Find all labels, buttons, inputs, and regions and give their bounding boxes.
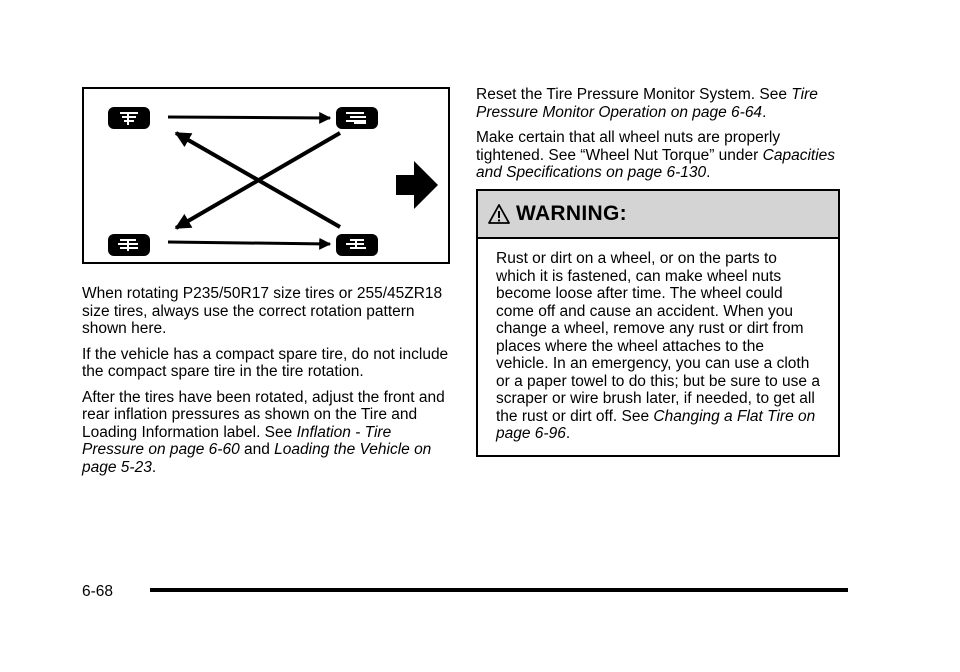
warning-body: Rust or dirt on a wheel, or on the parts to which it is fastened, can make wheel nuts become loose after time. The wheel could come off and cause an accident. When you change a wheel, remove any rust or dirt from places where the wheel attaches to the vehicle. In an emergency, you can use a cloth or a paper towel to do this; but be sure to use a scraper or wire brush later, if needed, to get all the rust or dirt off. See Changing a Flat Tire on page 6-96. xyxy=(496,250,820,442)
arrow-rear-left-to-rear-right xyxy=(168,242,330,244)
rear-left-tire-icon xyxy=(108,234,150,256)
left-column xyxy=(82,285,457,484)
link-loading-the-vehicle[interactable]: Loading the Vehicle on page 5-23 xyxy=(82,441,432,476)
warning-title: WARNING: xyxy=(516,202,627,225)
footer-rule xyxy=(150,588,848,592)
paragraph-rotation-sizes: When rotating P235/50R17 size tires or 255/45ZR18 size tires, always use the correct rotation pattern shown here. xyxy=(82,285,443,337)
rear-right-tire-icon xyxy=(336,234,378,256)
warning-triangle-icon xyxy=(488,203,510,225)
arrow-front-left-to-front-right xyxy=(168,117,330,118)
link-capacities-and-specifications[interactable]: Capacities and Specifications on page 6-130 xyxy=(476,146,836,181)
paragraph-adjust-pressure: After the tires have been rotated, adjust the front and rear inflation pressures as shown on the Tire and Loading Information label. See Inflation - Tire Pressure on page 6-60 and Loading the Vehicle on page 5-23. xyxy=(82,388,445,476)
warning-header xyxy=(478,191,838,239)
front-right-tire-icon xyxy=(336,107,378,129)
front-left-tire-icon xyxy=(108,107,150,129)
link-changing-a-flat-tire[interactable]: Changing a Flat Tire on page 6-96 xyxy=(496,407,816,442)
right-column xyxy=(476,86,851,190)
paragraph-wheel-nuts: Make certain that all wheel nuts are properly tightened. See “Wheel Nut Torque” under Capacities and Specifications on page 6-130. xyxy=(476,129,836,181)
tire-rotation-diagram xyxy=(84,89,448,262)
tire-rotation-figure xyxy=(82,87,450,264)
warning-box xyxy=(476,189,840,457)
page-number: 6-68 xyxy=(82,583,114,600)
paragraph-compact-spare: If the vehicle has a compact spare tire, do not include the compact spare tire in the tire rotation. xyxy=(82,345,449,380)
link-tire-pressure-monitor-operation[interactable]: Tire Pressure Monitor Operation on page 6-64 xyxy=(476,86,818,121)
forward-direction-arrow-icon xyxy=(396,161,438,209)
paragraph-reset-tpms: Reset the Tire Pressure Monitor System. See Tire Pressure Monitor Operation on page 6-64. xyxy=(476,86,818,121)
link-inflation-tire-pressure[interactable]: Inflation - Tire Pressure on page 6-60 xyxy=(82,423,392,458)
